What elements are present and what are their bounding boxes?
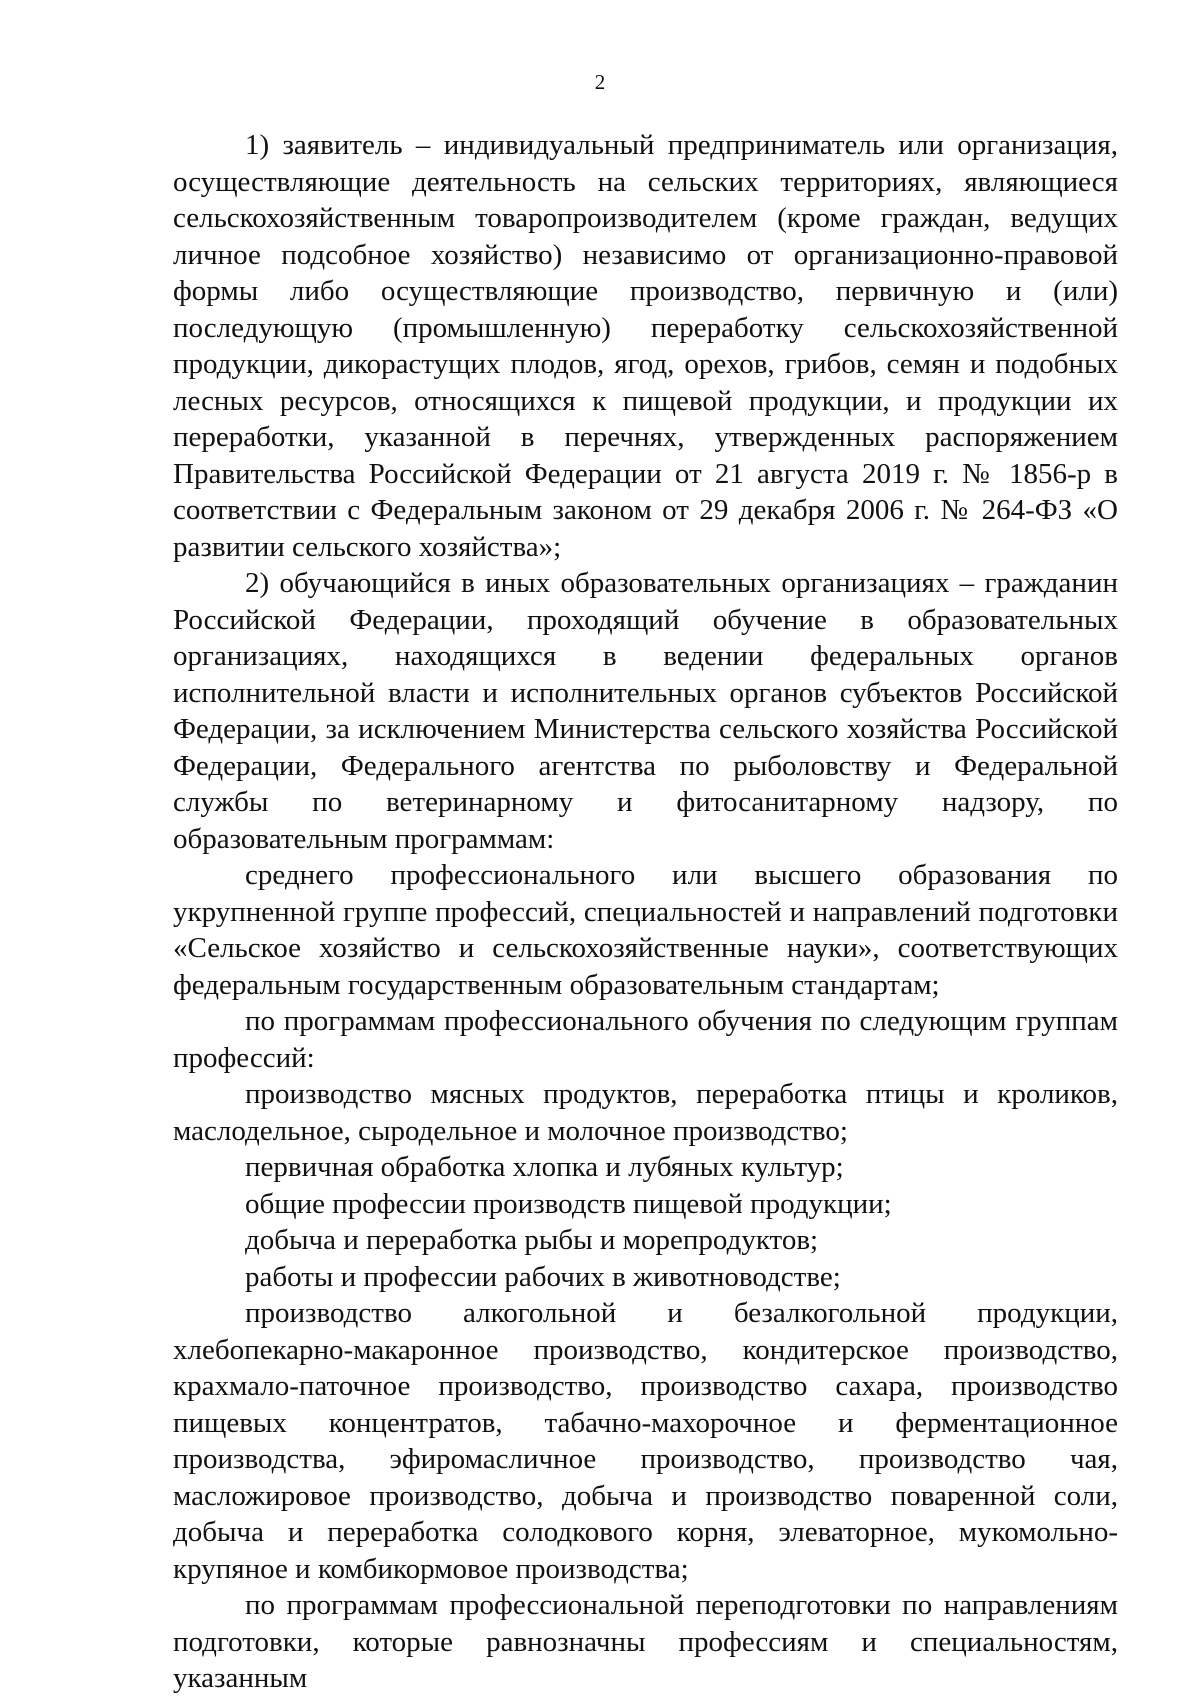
list-item-livestock: работы и профессии рабочих в животноводстве; xyxy=(245,1260,841,1293)
paragraph-secondary-higher-education: среднего профессионального или высшего образования по укрупненной группе профессий, специальностей и направлений подготовки «Сельское хозяйство и сельскохозяйственные науки», соответствующих федеральным государственным образовательным стандартам; xyxy=(173,859,1118,1001)
list-item-food-production: общие профессии производств пищевой продукции; xyxy=(245,1187,892,1220)
page-number: 2 xyxy=(594,70,606,94)
list-item-fish-seafood: добыча и переработка рыбы и морепродуктов; xyxy=(245,1224,819,1256)
list-item-cotton-fiber: первичная обработка хлопка и лубяных культур; xyxy=(245,1151,844,1183)
paragraph-vocational-training: по программам профессионального обучения по следующим группам профессий: xyxy=(173,1005,1118,1074)
paragraph-student-definition: 2) обучающийся в иных образовательных организациях – гражданин Российской Федерации, проходящий обучение в образовательных организациях, находящихся в ведении федеральных органов исполнительной власти и исполнительных органов субъектов Российской Федерации, за исключением Министерства сельского хозяйства Российской Федерации, Федерального агентства по рыболовству и Федеральной службы по ветеринарному и фитосанитарному надзору, по образовательным программам: xyxy=(173,567,1118,855)
document-body xyxy=(173,127,1118,1697)
paragraph-applicant-definition: 1) заявитель – индивидуальный предприниматель или организация, осуществляющие деятельность на сельских территориях, являющиеся сельскохозяйственным товаропроизводителем (кроме граждан, ведущих личное подсобное хозяйство) независимо от организационно-правовой формы либо осуществляющие производство, первичную и (или) последующую (промышленную) переработку сельскохозяйственной продукции, дикорастущих плодов, ягод, орехов, грибов, семян и подобных лесных ресурсов, относящихся к пищевой продукции, и продукции их переработки, указанной в перечнях, утвержденных распоряжением Правительства Российской Федерации от 21 августа 2019 г. № 1856-р в соответствии с Федеральным законом от 29 декабря 2006 г. № 264-ФЗ «О развитии сельского хозяйства»; xyxy=(173,129,1118,563)
list-item-meat-dairy: производство мясных продуктов, переработка птицы и кроликов, маслодельное, сыродельное и молочное производство; xyxy=(173,1078,1118,1147)
list-item-beverage-bakery: производство алкогольной и безалкогольной продукции, хлебопекарно-макаронное производство, кондитерское производство, крахмало-паточное производство, производство сахара, производство пищевых концентратов, табачно-махорочное и ферментационное производства, эфиромасличное производство, производство чая, масложировое производство, добыча и производство поваренной соли, добыча и переработка солодкового корня, элеваторное, мукомольно-крупяное и комбикормовое производства; xyxy=(173,1297,1118,1585)
paragraph-retraining: по программам профессиональной переподготовки по направлениям подготовки, которые равнозначны профессиям и специальностям, указанным xyxy=(173,1589,1118,1694)
